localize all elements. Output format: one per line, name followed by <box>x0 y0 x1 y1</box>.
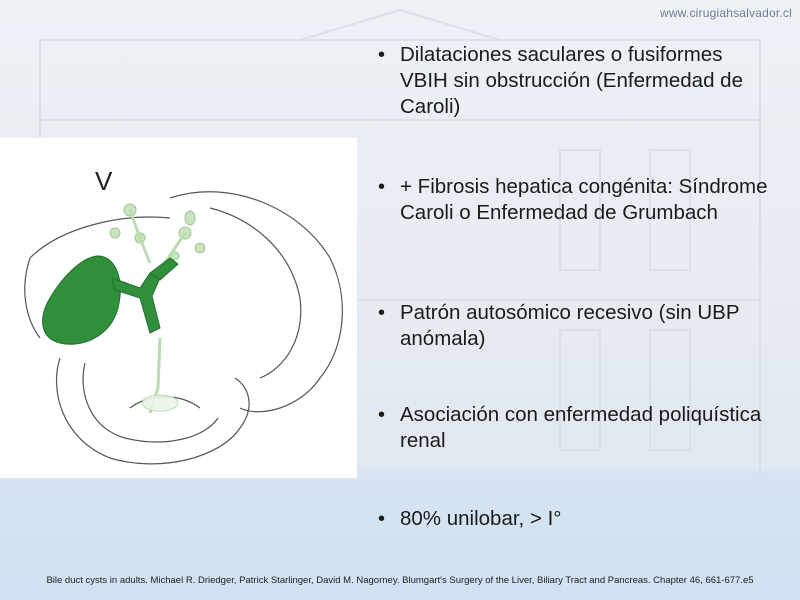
site-url: www.cirugiahsalvador.cl <box>660 6 792 20</box>
bullet-list <box>370 42 790 542</box>
bullet-text: Patrón autosómico recesivo (sin UBP anómala) <box>400 301 740 350</box>
bullet-item <box>370 42 770 120</box>
bullet-text: Dilataciones saculares o fusiformes VBIH sin obstrucción (Enfermedad de Caroli) <box>400 43 743 118</box>
bullet-text: + Fibrosis hepatica congénita: Síndrome Caroli o Enfermedad de Grumbach <box>400 175 768 224</box>
bullet-dot: • <box>378 302 386 324</box>
figure-label: V <box>95 166 113 196</box>
bullet-dot: • <box>378 176 386 198</box>
bullet-item <box>370 402 770 454</box>
bullet-text: 80% unilobar, > I° <box>400 507 562 530</box>
bullet-item <box>370 300 770 352</box>
bullet-item <box>370 506 770 532</box>
bullet-text: Asociación con enfermedad poliquística renal <box>400 403 762 452</box>
bile-duct-illustration <box>0 138 357 478</box>
bullet-dot: • <box>378 44 386 66</box>
reference-citation: Bile duct cysts in adults. Michael R. Driedger, Patrick Starlinger, David M. Nagorney. Blumgart's Surgery of the Liver, Biliary Tract and Pancreas. Chapter 46, 661-677.e5 <box>46 575 754 586</box>
bullet-dot: • <box>378 404 386 426</box>
bullet-dot: • <box>378 508 386 530</box>
bullet-item <box>370 174 770 226</box>
